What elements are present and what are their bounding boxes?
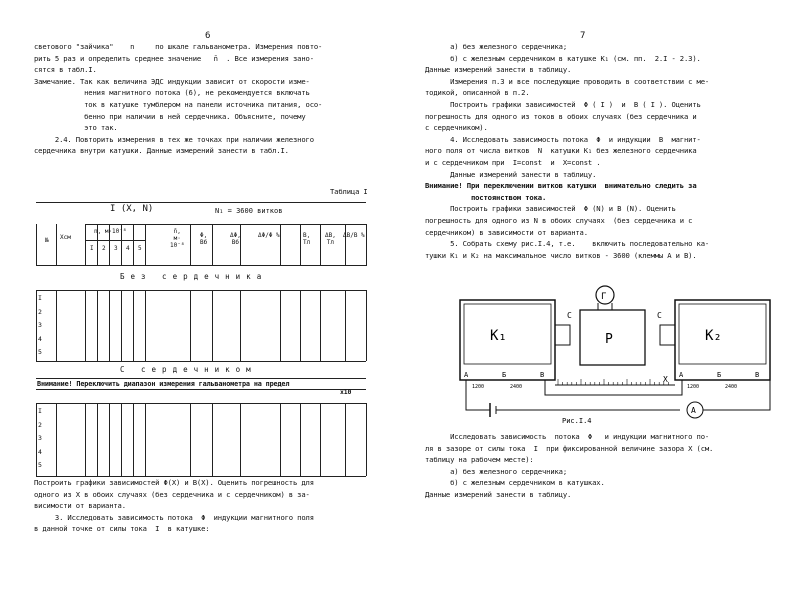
- col-n-2: 2: [102, 245, 106, 252]
- text-line: с сердечником).: [425, 123, 488, 133]
- table-column-line: [145, 290, 146, 361]
- probe-label: Р: [605, 332, 613, 347]
- right-page: [405, 0, 800, 600]
- svg-text:2400: 2400: [510, 384, 523, 390]
- circuit-diagram: [450, 285, 790, 425]
- table-column-line: [320, 290, 321, 361]
- svg-text:Б: Б: [502, 371, 507, 379]
- text-line: в данной точке от силы тока I в катушке:: [34, 524, 210, 534]
- text-line: сердечником) в зависимости от варианта.: [425, 227, 588, 237]
- figure-caption: Рис.I.4: [562, 417, 592, 425]
- text-line: Данные измерений занести в таблицу.: [425, 65, 572, 75]
- col-n-3: 3: [114, 245, 118, 252]
- table-column-line: [300, 403, 301, 476]
- text-line: а) без железного сердечника;: [425, 466, 568, 476]
- table-column-line: [212, 224, 213, 266]
- table-column-line: [345, 224, 346, 266]
- text-line: постоянством тока.: [425, 192, 547, 202]
- table-column-line: [36, 403, 37, 476]
- text-line: Данные измерений занести в таблицу.: [425, 169, 597, 179]
- svg-text:2400: 2400: [725, 384, 738, 390]
- table-column-line: [240, 290, 241, 361]
- text-line: ля в зазоре от силы тока I при фиксированной величине зазора X (см.: [425, 443, 714, 453]
- table-column-line: [190, 403, 191, 476]
- table-column-line: [366, 224, 367, 266]
- text-line: Внимание! При переключении витков катушки внимательно следить за: [425, 181, 697, 191]
- row-number: 3: [38, 321, 42, 329]
- col-phi: Φ, Вб: [200, 232, 208, 246]
- page-number: 6: [205, 31, 211, 41]
- table-column-line: [85, 290, 86, 361]
- table-column-line: [145, 403, 146, 476]
- table-column-line: [133, 290, 134, 361]
- text-line: одного из X в обоих случаях (без сердечника и с сердечником) в за-: [34, 489, 310, 499]
- text-line: Данные измерений занести в таблицу.: [425, 490, 572, 499]
- table-column-line: [320, 403, 321, 476]
- row-number: 5: [38, 461, 42, 469]
- col-dphi: ΔΦ, Вб: [230, 232, 241, 246]
- text-line: тодикой, описанной в п.2.: [425, 88, 530, 98]
- text-line: Построить графики зависимостей Φ (N) и B (N). Оценить: [425, 204, 676, 214]
- table-column-line: [36, 224, 37, 266]
- row-number: I: [38, 294, 42, 302]
- page-number: 7: [580, 31, 586, 41]
- svg-text:А: А: [679, 371, 684, 379]
- table-column-line: [366, 290, 367, 361]
- table-column-line: [212, 403, 213, 476]
- table-warning: Внимание! Переключить диапазон измерения гальванометра на предел: [37, 380, 290, 388]
- svg-text:1200: 1200: [472, 384, 485, 390]
- row-number: 4: [38, 334, 42, 343]
- text-line: Замечание. Так как величина ЭДС индукции зависит от скорости изме-: [34, 76, 310, 86]
- col-db: ΔB, Тл: [325, 232, 336, 246]
- coil-k2-frame: [675, 300, 770, 380]
- table-column-line: [56, 290, 57, 361]
- text-line: погрешность для одного из N в обоих случаях (без сердечника и с: [425, 216, 693, 225]
- text-line: б) с железным сердечником в катушках.: [425, 478, 605, 488]
- table-column-line: [85, 403, 86, 476]
- text-line: нения магнитного потока (6), не рекомендуется включать: [34, 88, 310, 98]
- col-number: №: [45, 237, 49, 244]
- table-column-line: [56, 224, 57, 266]
- text-line: 2.4. Повторить измерения в тех же точках при наличии железного: [34, 134, 314, 144]
- table-warning-suffix: x10: [340, 388, 352, 396]
- galvanometer-label: Г: [601, 292, 607, 302]
- table-column-line: [36, 290, 37, 361]
- table-column-line: [240, 403, 241, 476]
- text-line: погрешность для одного из токов в обоих случаях (без сердечника и: [425, 111, 697, 121]
- table-column-line: [121, 290, 122, 361]
- text-line: Измерения п.3 и все последующие проводить в соответствии с ме-: [425, 76, 710, 86]
- table-column-line: [212, 290, 213, 361]
- row-number: I: [38, 407, 42, 415]
- header-turns: N₁ = 3600 витков: [215, 207, 283, 215]
- table-column-line: [345, 290, 346, 361]
- text-line: сятся в табл.I.: [34, 65, 97, 75]
- axis-x-label: X: [663, 375, 668, 384]
- coil-k1-label: K₁: [490, 328, 507, 344]
- coil-k1-frame: [460, 300, 555, 380]
- text-line: б) с железным сердечником в катушке K₁ (см. пп. 2.I - 2.3).: [425, 53, 701, 63]
- text-line: Построить графики зависимостей Φ ( I ) и B ( I ). Оценить: [425, 100, 701, 109]
- header-current: I (X, N): [110, 204, 154, 214]
- text-line: а) без железного сердечника;: [425, 42, 568, 51]
- svg-text:В: В: [540, 371, 545, 379]
- table-column-line: [300, 224, 301, 266]
- col-rel-b: ΔB/B %: [343, 232, 365, 239]
- row-number: 4: [38, 447, 42, 456]
- section-with-core: С сердечником: [120, 365, 257, 374]
- table-column-line: [109, 290, 110, 361]
- text-line: светового "зайчика" n по шкале гальванометра. Измерения повто-: [34, 42, 323, 51]
- table-column-line: [280, 403, 281, 476]
- text-line: ного поля от числа витков N катушки K₁ без железного сердечника: [425, 146, 697, 156]
- text-line: Построить графики зависимостей Φ(X) и B(X). Оценить погрешность для: [34, 478, 314, 487]
- text-line: сердечника внутри катушки. Данные измерений занести в табл.I.: [34, 146, 289, 156]
- table-column-line: [133, 403, 134, 476]
- svg-text:1200: 1200: [687, 384, 700, 390]
- text-line: бенно при наличии в ней сердечника. Объясните, почему: [34, 111, 306, 121]
- ammeter-label: А: [691, 406, 696, 415]
- col-n-4: 4: [126, 245, 130, 252]
- table-column-line: [280, 290, 281, 361]
- text-line: таблицу на рабочем месте):: [425, 455, 534, 465]
- table-column-line: [300, 290, 301, 361]
- col-n-1: I: [90, 245, 94, 252]
- table-column-line: [145, 224, 146, 266]
- text-line: 3. Исследовать зависимость потока Φ индукции магнитного поля: [34, 512, 314, 522]
- row-number: 5: [38, 348, 42, 356]
- table-column-line: [280, 224, 281, 266]
- coil-k2-label: K₂: [705, 328, 722, 344]
- row-number: 3: [38, 434, 42, 442]
- table-column-line: [366, 403, 367, 476]
- section-no-core: Без сердечника: [120, 272, 268, 281]
- col-b: B, Тл: [303, 232, 311, 246]
- coupling-left: С: [567, 311, 572, 320]
- row-number: 2: [38, 420, 42, 429]
- text-line: Исследовать зависимость потока Φ и индукции магнитного по-: [425, 432, 710, 441]
- col-n-avg: n̄, м· 10⁻⁸: [170, 228, 185, 249]
- table-column-line: [320, 224, 321, 266]
- table-column-line: [345, 403, 346, 476]
- col-n-5: 5: [138, 245, 142, 252]
- table-caption: Таблица I: [330, 187, 368, 196]
- table-column-line: [85, 224, 86, 266]
- table-column-line: [190, 290, 191, 361]
- coupling-right: С: [657, 311, 662, 320]
- row-number: 2: [38, 307, 42, 316]
- table-column-line: [190, 224, 191, 266]
- table-column-line: [97, 403, 98, 476]
- col-x: Xсм: [60, 234, 71, 241]
- text-line: 5. Собрать схему рис.I.4, т.е. включить последовательно ка-: [425, 239, 710, 249]
- text-line: 4. Исследовать зависимость потока Φ и индукции B магнит-: [425, 134, 701, 144]
- svg-text:В: В: [755, 371, 760, 379]
- table-column-line: [97, 290, 98, 361]
- table-column-line: [121, 403, 122, 476]
- text-line: это так.: [34, 123, 118, 133]
- text-line: висимости от варианта.: [34, 501, 126, 511]
- text-line: и с сердечником при I=const и X=const .: [425, 158, 601, 167]
- table-column-line: [56, 403, 57, 476]
- col-n: n, м·10⁻⁸: [94, 228, 127, 235]
- text-line: ток в катушке тумблером на панели источника питания, осо-: [34, 100, 323, 109]
- table-column-line: [133, 224, 134, 266]
- table-column-line: [109, 403, 110, 476]
- svg-text:А: А: [464, 371, 469, 379]
- text-line: рить 5 раз и определить среднее значение n̄ . Все измерения зано-: [34, 53, 314, 63]
- text-line: тушки K₁ и K₂ на максимальное число витков - 3600 (клеммы А и В).: [425, 250, 697, 260]
- col-rel-phi: ΔΦ/Φ %: [258, 232, 280, 239]
- svg-text:Б: Б: [717, 371, 722, 379]
